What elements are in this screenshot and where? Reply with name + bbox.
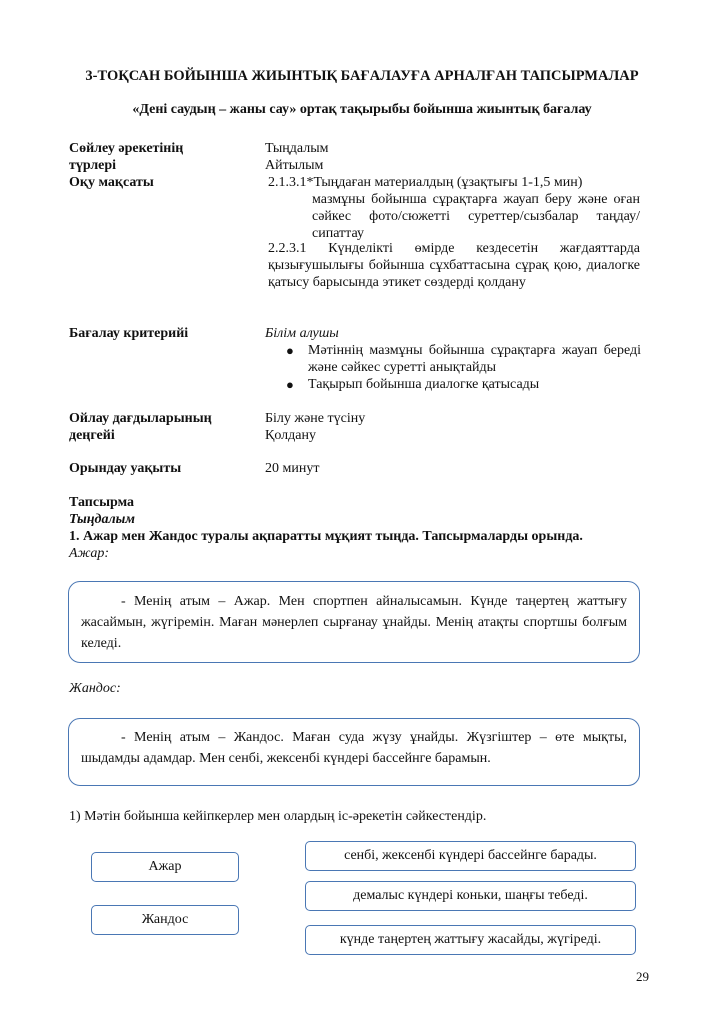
task-instruction: 1. Ажар мен Жандос туралы ақпаратты мұқият тыңда. Тапсырмаларды орында. (69, 529, 583, 544)
activity-label-1: Сөйлеу әрекетінің (69, 141, 184, 156)
page-title: 3-ТОҚСАН БОЙЫНША ЖИЫНТЫҚ БАҒАЛАУҒА АРНАЛҒАН ТАПСЫРМАЛАР (85, 68, 639, 84)
thinking-value-2: Қолдану (265, 428, 316, 443)
match-name-ajar[interactable]: Ажар (91, 852, 239, 882)
task-heading: Тапсырма (69, 495, 135, 510)
criteria-item-text: Мәтіннің мазмұны бойынша сұрақтарға жауап береді және сәйкес суретті анықтайды (308, 343, 641, 375)
task-section: Тыңдалым (69, 512, 135, 527)
speaker-1-text-box (68, 581, 640, 663)
objective-2: 2.2.3.1 Күнделікті өмірде кездесетін жағдаяттарда қызығушылығы бойынша сұхбаттасына сұрақ қою, диалогке қатысу барысында этикет сөздерді қолдану (268, 241, 640, 290)
objective-1-continuation: мазмұны бойынша сұрақтарға жауап беру және оған сәйкес фото/сюжетті суреттер/сызбалар таңдау/сипаттау (312, 192, 640, 241)
objectives-label: Оқу мақсаты (69, 175, 154, 190)
objective-1-first-line: 2.1.3.1*Тыңдаған материалдың (ұзақтығы 1-1,5 мин) (268, 175, 583, 190)
thinking-label-1: Ойлау дағдыларының (69, 411, 212, 426)
match-action-3[interactable]: күнде таңертең жаттығу жасайды, жүгіреді. (305, 925, 636, 955)
page-number: 29 (636, 969, 649, 984)
time-label: Орындау уақыты (69, 461, 182, 476)
speaker-2-text-box (68, 718, 640, 786)
activity-value-2: Айтылым (265, 158, 324, 173)
time-value: 20 минут (265, 461, 320, 476)
criteria-item-text: Тақырып бойынша диалогке қатысады (308, 377, 540, 392)
match-action-1[interactable]: сенбі, жексенбі күндері бассейнге барады. (305, 841, 636, 871)
bullet-icon: ● (286, 377, 294, 392)
criteria-intro: Білім алушы (265, 326, 339, 341)
question-1: 1) Мәтін бойынша кейіпкерлер мен олардың іс-әрекетін сәйкестендір. (69, 809, 487, 824)
match-action-2[interactable]: демалыс күндері коньки, шаңғы тебеді. (305, 881, 636, 911)
speaker-2-label: Жандос: (69, 681, 121, 696)
page-subtitle: «Дені саудың – жаны сау» ортақ тақырыбы бойынша жиынтық бағалау (132, 102, 592, 117)
speaker-2-text: - Менің атым – Жандос. Маған суда жүзу ұнайды. Жүзгіштер – өте мықты, шыдамды адамдар. Мен сенбі, жексенбі күндері бассейнге барамын. (81, 730, 627, 766)
match-name-zhandos[interactable]: Жандос (91, 905, 239, 935)
activity-value-1: Тыңдалым (265, 141, 329, 156)
bullet-icon: ● (286, 343, 294, 358)
activity-label-2: түрлері (69, 158, 117, 173)
speaker-1-label: Ажар: (69, 546, 110, 561)
speaker-1-text: - Менің атым – Ажар. Мен спортпен айналысамын. Күнде таңертең жаттығу жасаймын, жүгіремін. Маған мәнерлеп сырғанау ұнайды. Менің атақты спортшы болғым келеді. (81, 594, 627, 651)
thinking-label-2: деңгейі (69, 428, 115, 443)
criteria-label: Бағалау критерийі (69, 326, 189, 341)
thinking-value-1: Білу және түсіну (265, 411, 366, 426)
